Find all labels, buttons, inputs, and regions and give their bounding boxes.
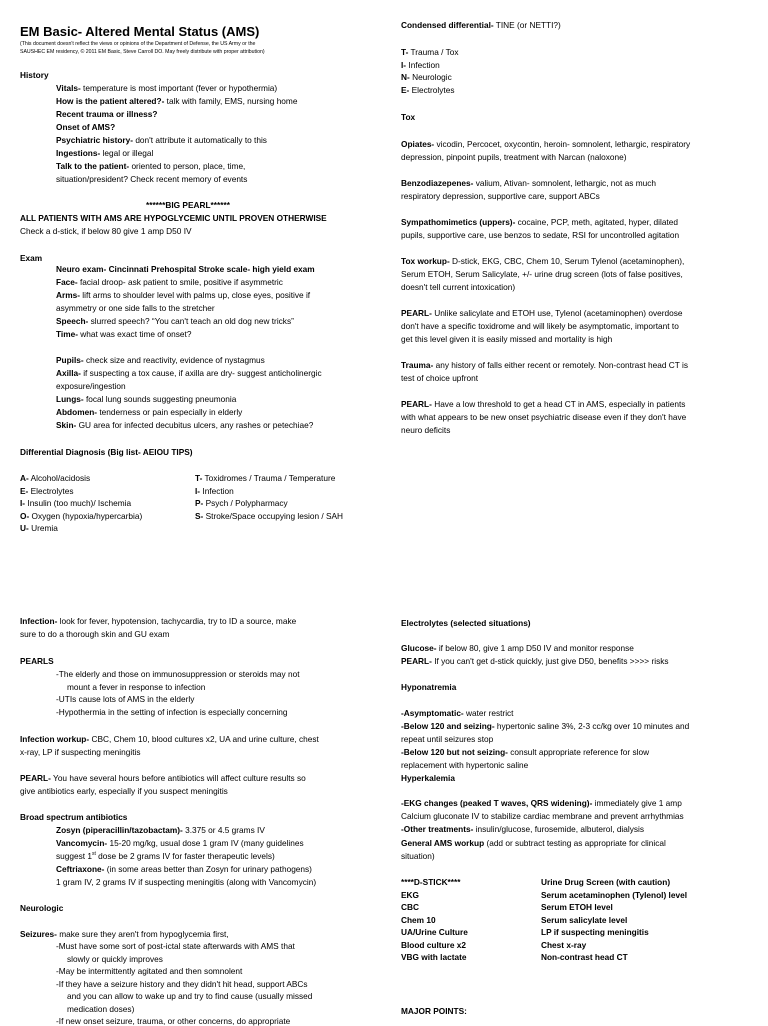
- exam-line-label: Pupils-: [56, 355, 84, 365]
- history-item-text: talk with family, EMS, nursing home: [164, 96, 298, 106]
- hyperkalemia-line-text: immediately give 1 amp: [592, 798, 682, 808]
- seizures-line-text: make sure they aren't from hypoglycemia first,: [56, 929, 229, 939]
- ddx-right-item-text: Infection: [200, 485, 234, 496]
- exam-heading: Exam: [20, 253, 43, 263]
- exam-line: [56, 316, 294, 326]
- antibiotic-line: [56, 838, 304, 848]
- exam-line-label: Face-: [56, 277, 78, 287]
- glucose-line: [401, 643, 634, 653]
- ddx-right-item-label: P-: [195, 498, 204, 508]
- big-pearl-marker: ******BIG PEARL******: [146, 200, 230, 210]
- antibiotic-pearl-line-text: You have several hours before antibiotics will affect culture results so: [50, 773, 306, 783]
- workup-test-left: EKG: [401, 889, 419, 900]
- history-item: [56, 135, 267, 145]
- pearls-line: -Hypothermia in the setting of infection is especially concerning: [56, 706, 288, 717]
- antibiotic-line: [56, 825, 265, 835]
- big-pearl-statement: ALL PATIENTS WITH AMS ARE HYPOGLYCEMIC UNTIL PROVEN OTHERWISE: [20, 213, 327, 223]
- tox-paragraph-line: [401, 230, 679, 240]
- condensed-label: Condensed differential-: [401, 20, 494, 30]
- hyponatremia-line-label: -Below 120 but not seizing-: [401, 747, 508, 757]
- tox-paragraph-line-text: D-stick, EKG, CBC, Chem 10, Serum Tylenol (acetaminophen),: [449, 256, 685, 266]
- exam-line-text: slurred speech? “You can't teach an old dog new tricks”: [88, 316, 294, 326]
- seizure-detail-line: -If new onset seizure, trauma, or other concerns, do appropriate: [56, 1016, 291, 1026]
- hyponatremia-heading: Hyponatremia: [401, 682, 457, 692]
- exam-line: [56, 355, 265, 365]
- hyponatremia-line: [401, 721, 689, 731]
- pearls-line: -UTIs cause lots of AMS in the elderly: [56, 694, 195, 704]
- infection-workup-line: [20, 747, 141, 757]
- exam-line: [56, 381, 126, 391]
- ddx-heading: Differential Diagnosis (Big list- AEIOU TIPS): [20, 447, 193, 457]
- hyponatremia-line-label: -Below 120 and seizing-: [401, 721, 495, 731]
- tox-paragraph-line: [401, 282, 515, 292]
- ddx-left-item-text: Electrolytes: [28, 485, 74, 496]
- exam-line: [56, 407, 242, 417]
- tox-heading: Tox: [401, 112, 416, 122]
- tox-paragraph-line-label: PEARL-: [401, 399, 432, 409]
- antibiotic-line-text: 3.375 or 4.5 grams IV: [182, 825, 265, 835]
- tox-paragraph-line-text: doesn't tell current intoxication): [401, 282, 516, 292]
- exam-line-label: Axilla-: [56, 368, 81, 378]
- exam-line-text: exposure/ingestion: [56, 381, 126, 391]
- exam-line-text: if suspecting a tox cause, if axilla are dry- suggest anticholinergic: [80, 368, 322, 378]
- glucose-pearl-line-label: PEARL-: [401, 656, 432, 666]
- electrolytes-heading: Electrolytes (selected situations): [401, 618, 531, 628]
- infection-workup-line-text: CBC, Chem 10, blood cultures x2, UA and urine culture, chest: [89, 734, 319, 744]
- ddx-left-item-label: O-: [20, 510, 30, 521]
- page-2: [0, 512, 768, 1024]
- exam-line: [56, 394, 236, 404]
- tine-item-label: I-: [401, 59, 407, 70]
- exam-line-label: Skin-: [56, 420, 77, 430]
- tine-item: [401, 47, 458, 57]
- tox-paragraph-line: [401, 308, 682, 318]
- ddx-right-item: [195, 473, 335, 483]
- condensed-differential: [401, 20, 561, 30]
- antibiotic-line: [56, 877, 316, 887]
- tine-item: [401, 60, 440, 70]
- exam-line-label: Abdomen-: [56, 407, 98, 417]
- tox-paragraph-line-text: vicodin, Percocet, oxycontin, heroin- somnolent, lethargic, respiratory: [434, 139, 691, 149]
- exam-line: [56, 329, 191, 339]
- document-title: EM Basic- Altered Mental Status (AMS): [20, 24, 260, 39]
- hyponatremia-line: [401, 734, 493, 744]
- tox-paragraph-line-text: Unlike salicylate and ETOH use, Tylenol (acetaminophen) overdose: [431, 308, 683, 318]
- tox-paragraph-line: [401, 269, 683, 279]
- history-item-label: Psychiatric history-: [56, 135, 134, 145]
- tox-paragraph-line-text: cocaine, PCP, meth, agitated, hyper, dilated: [515, 217, 679, 227]
- antibiotic-line: [56, 851, 275, 861]
- hyponatremia-line-text: replacement with hypertonic saline: [401, 760, 529, 770]
- infection-workup-line: [20, 734, 319, 744]
- exam-line-text: check size and reactivity, evidence of nystagmus: [83, 355, 265, 365]
- tox-paragraph-line: [401, 191, 600, 201]
- hyponatremia-line: [401, 747, 649, 757]
- seizure-detail-line: slowly or quickly improves: [67, 953, 163, 964]
- antibiotic-line-after: dose be 2 grams IV for faster therapeutic levels): [95, 851, 275, 861]
- history-item-text: don't attribute it automatically to this: [133, 135, 267, 145]
- hyponatremia-line: [401, 708, 514, 718]
- tox-paragraph-line: [401, 425, 450, 435]
- history-item: [56, 148, 153, 158]
- ddx-left-item-label: A-: [20, 473, 29, 483]
- workup-test-right: Urine Drug Screen (with caution): [541, 877, 671, 887]
- infection-line: [20, 616, 296, 626]
- ddx-right-item: [195, 486, 234, 496]
- general-workup-line: [401, 838, 666, 848]
- hyponatremia-line-text: water restrict: [463, 708, 514, 718]
- tox-paragraph-line-text: respiratory depression, supportive care, support ABCs: [401, 191, 600, 201]
- hyperkalemia-line-text: insulin/glucose, furosemide, albuterol, dialysis: [473, 824, 645, 834]
- history-item-text: temperature is most important (fever or hypothermia): [80, 83, 278, 93]
- hyperkalemia-line: [401, 798, 682, 808]
- tox-paragraph-line: [401, 256, 684, 266]
- infection-line-text: look for fever, hypotension, tachycardia, try to ID a source, make: [57, 616, 297, 626]
- tox-paragraph-line: [401, 321, 679, 331]
- history-item: [56, 96, 297, 106]
- seizure-detail-line: -Must have some sort of post-ictal state afterwards with AMS that: [56, 941, 295, 951]
- tox-paragraph-line-label: PEARL-: [401, 308, 432, 318]
- disclaimer-line-1: (This document doesn't reflect the views or opinions of the Department of Defense, the US Army or the: [20, 41, 256, 47]
- tox-paragraph-line: [401, 399, 685, 409]
- tox-paragraph-line-label: Tox workup-: [401, 256, 450, 266]
- antibiotics-heading: Broad spectrum antibiotics: [20, 812, 128, 822]
- exam-line: [56, 420, 313, 430]
- tine-item: [401, 72, 452, 82]
- tox-paragraph-line-label: Benzodiazepenes-: [401, 178, 474, 188]
- antibiotic-line-label: Zosyn (piperacillin/tazobactam)-: [56, 825, 183, 835]
- hyponatremia-line-text: consult appropriate reference for slow: [507, 747, 650, 757]
- exam-line: [56, 264, 315, 274]
- infection-workup-line-text: x-ray, LP if suspecting meningitis: [20, 747, 141, 757]
- tox-paragraph-line-text: Have a low threshold to get a head CT in AMS, especially in patients: [431, 399, 686, 409]
- ddx-left-item-label: I-: [20, 498, 26, 508]
- tox-paragraph-line: [401, 152, 627, 162]
- exam-line: [56, 303, 215, 313]
- tox-paragraph-line: [401, 360, 688, 370]
- history-item-label: Recent trauma or illness?: [56, 109, 158, 119]
- glucose-pearl-line: [401, 656, 669, 666]
- seizure-detail-line: -If they have a seizure history and they didn't hit head, support ABCs: [56, 978, 308, 989]
- workup-test-left: Blood culture x2: [401, 939, 467, 950]
- exam-line-label: Speech-: [56, 316, 89, 326]
- history-item-text: oriented to person, place, time,: [129, 161, 246, 171]
- seizure-detail-line: medication doses): [67, 1003, 135, 1014]
- pearls-line: mount a fever in response to infection: [67, 681, 206, 692]
- tox-paragraph-line-label: Sympathomimetics (uppers)-: [401, 217, 516, 227]
- exam-line-text: GU area for infected decubitus ulcers, any rashes or petechiae?: [76, 420, 314, 430]
- history-item: [56, 122, 115, 132]
- antibiotic-line-label: Ceftriaxone-: [56, 864, 105, 874]
- tox-paragraph-line-text: with what appears to be new onset psychiatric disease even if they don't have: [401, 412, 687, 422]
- workup-test-left: ****D-STICK****: [401, 877, 461, 887]
- history-item-text: legal or illegal: [100, 148, 154, 158]
- tine-item-label: N-: [401, 72, 410, 82]
- ddx-right-item-label: I-: [195, 485, 201, 496]
- tine-item-text: Electrolytes: [409, 84, 455, 95]
- workup-test-right: Chest x-ray: [541, 939, 587, 950]
- ddx-left-item-label: E-: [20, 485, 29, 496]
- history-heading: History: [20, 70, 49, 80]
- disclaimer-line-2: SAUSHEC EM residency, © 2011 EM Basic, Steve Carroll DO. May freely distribute with proper attribution): [20, 49, 265, 55]
- ddx-left-item: [20, 498, 131, 508]
- exam-line-text: focal lung sounds suggesting pneumonia: [83, 394, 237, 404]
- pearls-line: -The elderly and those on immunosuppression or steroids may not: [56, 669, 300, 679]
- workup-test-left: VBG with lactate: [401, 952, 467, 962]
- exam-line-text: asymmetry or one side falls to the stretcher: [56, 303, 215, 313]
- tox-paragraph-line-label: Opiates-: [401, 139, 435, 149]
- antibiotic-pearl-line: [20, 786, 228, 796]
- hyponatremia-line: [401, 760, 528, 770]
- infection-line-text: sure to do a thorough skin and GU exam: [20, 629, 170, 639]
- tine-item-label: T-: [401, 47, 409, 57]
- infection-line-label: Infection-: [20, 616, 58, 626]
- tox-paragraph-line-text: test of choice upfront: [401, 373, 479, 383]
- tox-paragraph-line-text: Serum ETOH, Serum Salicylate, +/- urine drug screen (lots of false positives,: [401, 269, 683, 279]
- history-item-label: Vitals-: [56, 83, 81, 93]
- exam-line: [56, 290, 310, 300]
- workup-test-left: UA/Urine Culture: [401, 927, 468, 937]
- hyperkalemia-line: [401, 824, 644, 834]
- tine-item: [401, 85, 454, 95]
- exam-line-text: facial droop- ask patient to smile, positive if asymmetric: [77, 277, 283, 287]
- tox-paragraph-line-text: pupils, supportive care, use benzos to sedate, RSI for uncontrolled agitation: [401, 230, 680, 240]
- history-item-label: Ingestions-: [56, 148, 101, 158]
- seizures-line-label: Seizures-: [20, 929, 57, 939]
- ddx-left-item-label: U-: [20, 523, 29, 533]
- exam-line: [56, 368, 322, 378]
- ddx-right-item-text: Toxidromes / Trauma / Temperature: [202, 473, 336, 483]
- tox-paragraph-line: [401, 334, 612, 344]
- antibiotic-line-text: (in some areas better than Zosyn for urinary pathogens): [104, 864, 312, 874]
- ddx-left-item-text: Uremia: [28, 523, 58, 533]
- exam-line-label: Time-: [56, 329, 78, 339]
- antibiotic-line-text: 15-20 mg/kg, usual dose 1 gram IV (many guidelines: [107, 838, 304, 848]
- seizures-line: [20, 929, 229, 939]
- ddx-left-item: [20, 473, 90, 483]
- major-points-heading: MAJOR POINTS:: [401, 1006, 467, 1016]
- tox-paragraph-line-text: get this level given it is easily missed and mortality is high: [401, 334, 613, 344]
- history-item-label: How is the patient altered?-: [56, 96, 165, 106]
- history-item: [56, 83, 277, 93]
- workup-test-right: Serum ETOH level: [541, 902, 613, 912]
- antibiotic-line-label: Vancomycin-: [56, 838, 108, 848]
- history-item-text: situation/president? Check recent memory of events: [56, 174, 248, 184]
- workup-test-right: Non-contrast head CT: [541, 952, 628, 962]
- antibiotic-line-text: suggest 1: [56, 851, 92, 861]
- antibiotic-pearl-line-label: PEARL-: [20, 773, 51, 783]
- tox-paragraph-line-label: Trauma-: [401, 360, 434, 370]
- tine-item-text: Infection: [406, 59, 440, 70]
- hyperkalemia-line-label: -EKG changes (peaked T waves, QRS widening)-: [401, 798, 593, 808]
- general-workup-line-label: General AMS workup: [401, 838, 485, 848]
- tox-paragraph-line: [401, 139, 690, 149]
- seizure-detail-line: -May be intermittently agitated and then somnolent: [56, 966, 243, 976]
- workup-test-right: Serum salicylate level: [541, 914, 628, 925]
- ddx-right-item-label: S-: [195, 510, 204, 521]
- general-workup-line: [401, 851, 435, 861]
- tine-item-text: Trauma / Tox: [408, 47, 459, 57]
- workup-test-right: Serum acetaminophen (Tylenol) level: [541, 889, 688, 900]
- antibiotic-line: [56, 864, 312, 874]
- ddx-right-item-text: Psych / Polypharmacy: [203, 498, 288, 508]
- tox-paragraph-line-text: don't have a specific toxidrome and will likely be asymptomatic, important to: [401, 321, 679, 331]
- tox-paragraph-line: [401, 412, 686, 422]
- ddx-left-item-text: Oxygen (hypoxia/hypercarbia): [29, 510, 143, 521]
- tox-paragraph-line-text: any history of falls either recent or remotely. Non-contrast head CT is: [433, 360, 688, 370]
- exam-line-label: Arms-: [56, 290, 80, 300]
- glucose-pearl-line-text: If you can't get d-stick quickly, just give D50, benefits >>>> risks: [431, 656, 669, 666]
- history-item: [56, 174, 247, 184]
- seizure-detail-line: and you can allow to wake up and try to find cause (usually missed: [67, 991, 313, 1001]
- hyponatremia-line-text: repeat until seizures stop: [401, 734, 494, 744]
- infection-workup-line-label: Infection workup-: [20, 734, 90, 744]
- ddx-left-item-text: Insulin (too much)/ Ischemia: [25, 498, 132, 508]
- exam-line-label: Neuro exam- Cincinnati Prehospital Stroke scale- high yield exam: [56, 264, 315, 274]
- infection-line: [20, 629, 169, 639]
- tine-item-text: Neurologic: [409, 72, 452, 82]
- hyperkalemia-heading: Hyperkalemia: [401, 773, 455, 783]
- workup-test-left: CBC: [401, 902, 419, 912]
- ddx-right-item: [195, 498, 288, 508]
- glucose-line-label: Glucose-: [401, 643, 437, 653]
- history-item-label: Onset of AMS?: [56, 122, 116, 132]
- antibiotic-pearl-line-text: give antibiotics early, especially if you suspect meningitis: [20, 786, 228, 796]
- antibiotic-line-text: 1 gram IV, 2 grams IV if suspecting meningitis (along with Vancomycin): [56, 877, 317, 887]
- tox-paragraph-line-text: neuro deficits: [401, 425, 451, 435]
- exam-line: [56, 277, 283, 287]
- exam-line-text: lift arms to shoulder level with palms up, close eyes, positive if: [79, 290, 311, 300]
- tox-paragraph-line-text: depression, pinpoint pupils, treatment with Narcan (naloxone): [401, 152, 627, 162]
- exam-line-label: Lungs-: [56, 394, 84, 404]
- history-item-label: Talk to the patient-: [56, 161, 130, 171]
- history-item: [56, 109, 157, 119]
- history-item: [56, 161, 245, 171]
- ddx-right-item-label: T-: [195, 473, 203, 483]
- general-workup-line-text: (add or subtract testing as appropriate for clinical: [484, 838, 666, 848]
- antibiotic-pearl-line: [20, 773, 306, 783]
- hyperkalemia-line: [401, 811, 684, 821]
- tox-paragraph-line: [401, 217, 678, 227]
- exam-line-text: what was exact time of onset?: [77, 329, 192, 339]
- tox-paragraph-line: [401, 373, 478, 383]
- exam-line-text: tenderness or pain especially in elderly: [97, 407, 243, 417]
- condensed-text: TINE (or NETTI?): [493, 20, 561, 30]
- general-workup-line-text: situation): [401, 851, 435, 861]
- tox-paragraph-line-text: valium, Ativan- somnolent, lethargic, not as much: [473, 178, 657, 188]
- tine-item-label: E-: [401, 84, 410, 95]
- hyperkalemia-line-text: Calcium gluconate IV to stabilize cardiac membrane and prevent arrhythmias: [401, 811, 684, 821]
- big-pearl-instruction: Check a d-stick, if below 80 give 1 amp D50 IV: [20, 226, 192, 236]
- workup-test-right: LP if suspecting meningitis: [541, 927, 649, 937]
- tox-paragraph-line: [401, 178, 656, 188]
- workup-test-left: Chem 10: [401, 914, 436, 925]
- ordinal-superscript: st: [91, 851, 96, 858]
- ddx-left-item-text: Alcohol/acidosis: [28, 473, 91, 483]
- hyperkalemia-line-label: -Other treatments-: [401, 824, 474, 834]
- neurologic-heading: Neurologic: [20, 903, 64, 913]
- hyponatremia-line-label: -Asymptomatic-: [401, 708, 464, 718]
- pearls-heading: PEARLS: [20, 656, 54, 666]
- ddx-right-item-text: Stroke/Space occupying lesion / SAH: [203, 510, 344, 521]
- hyponatremia-line-text: hypertonic saline 3%, 2-3 cc/kg over 10 minutes and: [494, 721, 690, 731]
- ddx-left-item: [20, 486, 73, 496]
- glucose-line-text: if below 80, give 1 amp D50 IV and monitor response: [436, 643, 634, 653]
